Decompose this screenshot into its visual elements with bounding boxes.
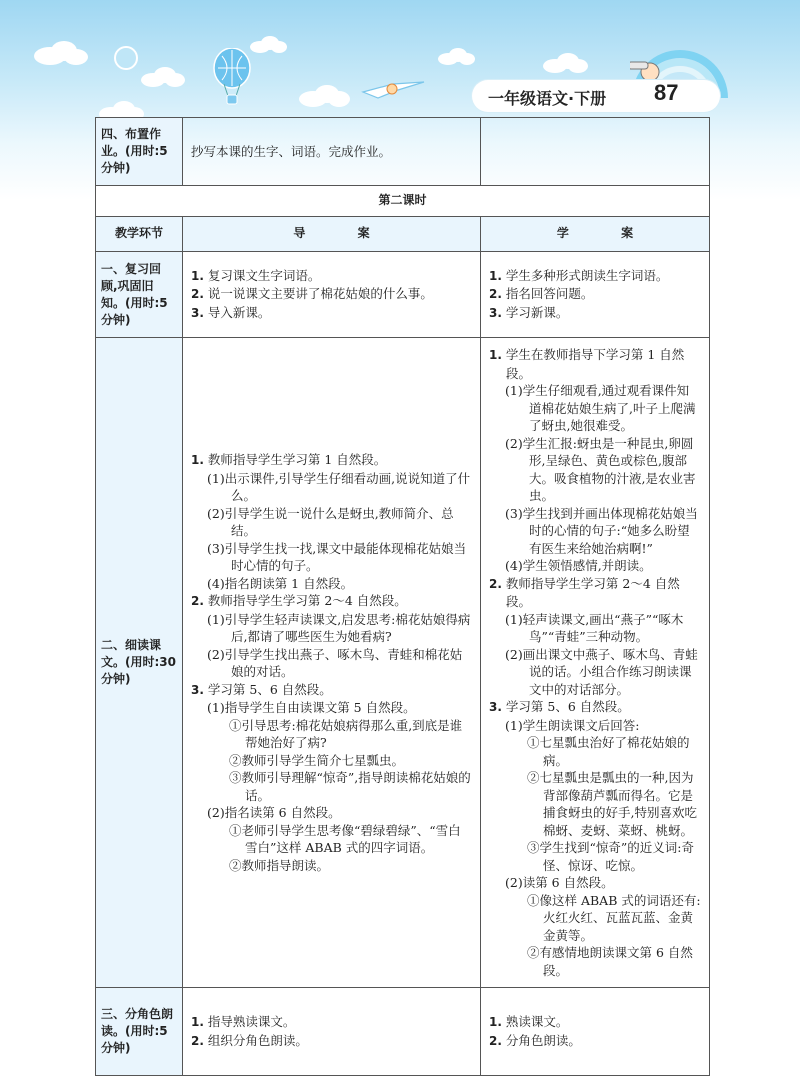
column-header-stage: 教学环节 <box>96 217 183 252</box>
table-row <box>96 118 710 186</box>
book-title: 一年级语文·下册 <box>488 89 607 108</box>
sub-item: (2)引导学生找出燕子、啄木鸟、青蛙和棉花姑娘的对话。 <box>207 646 463 679</box>
list-item: 2. 组织分角色朗读。 <box>191 1032 308 1048</box>
sub-item: (1)出示课件,引导学生仔细看动画,说说知道了什么。 <box>207 470 471 503</box>
list-item: 1. 复习课文生字词语。 <box>191 267 321 283</box>
list-item: 3. 学习第 5、6 自然段。 <box>191 681 332 697</box>
sub-sub-item: ①老师引导学生思考像“碧绿碧绿”、“雪白雪白”这样 ABAB 式的四字词语。 <box>229 822 461 855</box>
sub-item: (2)画出课文中燕子、啄木鸟、青蛙说的话。小组合作练习朗读课文中的对话部分。 <box>505 646 698 697</box>
list-item: 3. 学习第 5、6 自然段。 <box>489 699 630 714</box>
sub-item: (1)学生仔细观看,通过观看课件知道棉花姑娘生病了,叶子上爬满了蚜虫,她很难受。 <box>505 383 696 433</box>
list-item: 1. 指导熟读课文。 <box>191 1014 296 1029</box>
cloud-icon <box>296 84 352 108</box>
glider-plane-icon <box>358 74 428 104</box>
table-row <box>96 988 710 1076</box>
stage-label: 四、布置作业。(用时:5分钟) <box>96 118 183 186</box>
sub-item: (3)学生找到并画出体现棉花姑娘当时的心情的句子:“她多么盼望有医生来给她治病啊!” <box>505 505 698 556</box>
study-cell <box>481 988 710 1076</box>
list-item: 1. 教师指导学生学习第 1 自然段。 <box>191 452 387 467</box>
session-title-row <box>96 186 710 217</box>
sub-sub-item: ①引导思考:棉花姑娘病得那么重,到底是谁帮她治好了病? <box>229 717 463 750</box>
study-cell <box>481 338 710 988</box>
stage-label: 一、复习回顾,巩固旧知。(用时:5分钟) <box>96 252 183 338</box>
sub-item: (1)学生朗读课文后回答: <box>505 717 640 733</box>
sub-sub-item: ②有感情地朗读课文第 6 自然段。 <box>527 945 693 978</box>
stage-label: 二、细读课文。(用时:30分钟) <box>96 338 183 988</box>
guide-cell <box>183 338 481 988</box>
session-title: 第二课时 <box>96 186 710 217</box>
list-item: 2. 教师指导学生学习第 2～4 自然段。 <box>489 575 680 609</box>
list-item: 3. 导入新课。 <box>191 304 271 320</box>
list-item: 1. 学生在教师指导下学习第 1 自然段。 <box>489 347 685 381</box>
guide-cell <box>183 988 481 1076</box>
list-item: 2. 说一说课文主要讲了棉花姑娘的什么事。 <box>191 286 433 302</box>
cloud-icon <box>138 66 186 88</box>
list-item: 2. 分角色朗读。 <box>489 1032 581 1048</box>
cloud-icon <box>30 40 90 66</box>
list-item: 2. 教师指导学生学习第 2～4 自然段。 <box>191 593 407 608</box>
sun-icon <box>114 46 138 70</box>
column-header-study: 学 案 <box>481 217 710 252</box>
list-item: 2. 指名回答问题。 <box>489 286 594 302</box>
sub-sub-item: ①像这样 ABAB 式的词语还有:火红火红、瓦蓝瓦蓝、金黄金黄等。 <box>527 892 701 943</box>
list-item: 1. 熟读课文。 <box>489 1014 569 1029</box>
guide-cell: 抄写本课的生字、词语。完成作业。 <box>183 118 481 186</box>
sub-sub-item: ③教师引导理解“惊奇”,指导朗读棉花姑娘的话。 <box>229 770 471 803</box>
study-cell <box>481 252 710 338</box>
list-item: 1. 学生多种形式朗读生字词语。 <box>489 267 669 283</box>
column-header-row <box>96 217 710 252</box>
sub-item: (1)引导学生轻声读课文,启发思考:棉花姑娘得病后,都请了哪些医生为她看病? <box>207 611 471 644</box>
sub-sub-item: ②七星瓢虫是瓢虫的一种,因为背部像葫芦瓢而得名。它是捕食蚜虫的好手,特别喜欢吃棉蚜、麦蚜、菜蚜、桃蚜。 <box>527 770 697 838</box>
sub-item: (4)指名朗读第 1 自然段。 <box>207 575 354 591</box>
column-header-guide: 导 案 <box>183 217 481 252</box>
sub-item: (3)引导学生找一找,课文中最能体现棉花姑娘当时心情的句子。 <box>207 540 467 573</box>
table-row <box>96 252 710 338</box>
sub-item: (2)学生汇报:蚜虫是一种昆虫,卵圆形,呈绿色、黄色或棕色,腹部大。吸食植物的汁液,是农业害虫。 <box>505 435 696 503</box>
sub-sub-item: ②教师指导朗读。 <box>229 857 330 873</box>
hot-air-balloon-icon <box>210 48 254 108</box>
sub-item: (2)引导学生说一说什么是蚜虫,教师简介、总结。 <box>207 505 454 538</box>
table-row <box>96 338 710 988</box>
sub-item: (2)读第 6 自然段。 <box>505 875 614 890</box>
sub-sub-item: ②教师引导学生简介七星瓢虫。 <box>229 752 405 768</box>
list-item: 3. 学习新课。 <box>489 304 569 320</box>
study-cell <box>481 118 710 186</box>
guide-cell <box>183 252 481 338</box>
sub-sub-item: ③学生找到“惊奇”的近义词:奇怪、惊讶、吃惊。 <box>527 840 694 873</box>
lesson-plan-table <box>95 117 710 1076</box>
sub-sub-item: ①七星瓢虫治好了棉花姑娘的病。 <box>527 735 690 768</box>
sub-item: (1)指导学生自由读课文第 5 自然段。 <box>207 700 416 715</box>
cloud-icon <box>436 48 476 66</box>
sub-item: (1)轻声读课文,画出“燕子”“啄木鸟”“青蛙”三种动物。 <box>505 611 684 644</box>
cloud-icon <box>248 36 288 54</box>
sub-item: (2)指名读第 6 自然段。 <box>207 805 341 820</box>
cloud-icon <box>540 52 590 74</box>
sub-item: (4)学生领悟感情,并朗读。 <box>505 558 652 573</box>
page-number: 87 <box>654 80 679 105</box>
stage-label: 三、分角色朗读。(用时:5分钟) <box>96 988 183 1076</box>
